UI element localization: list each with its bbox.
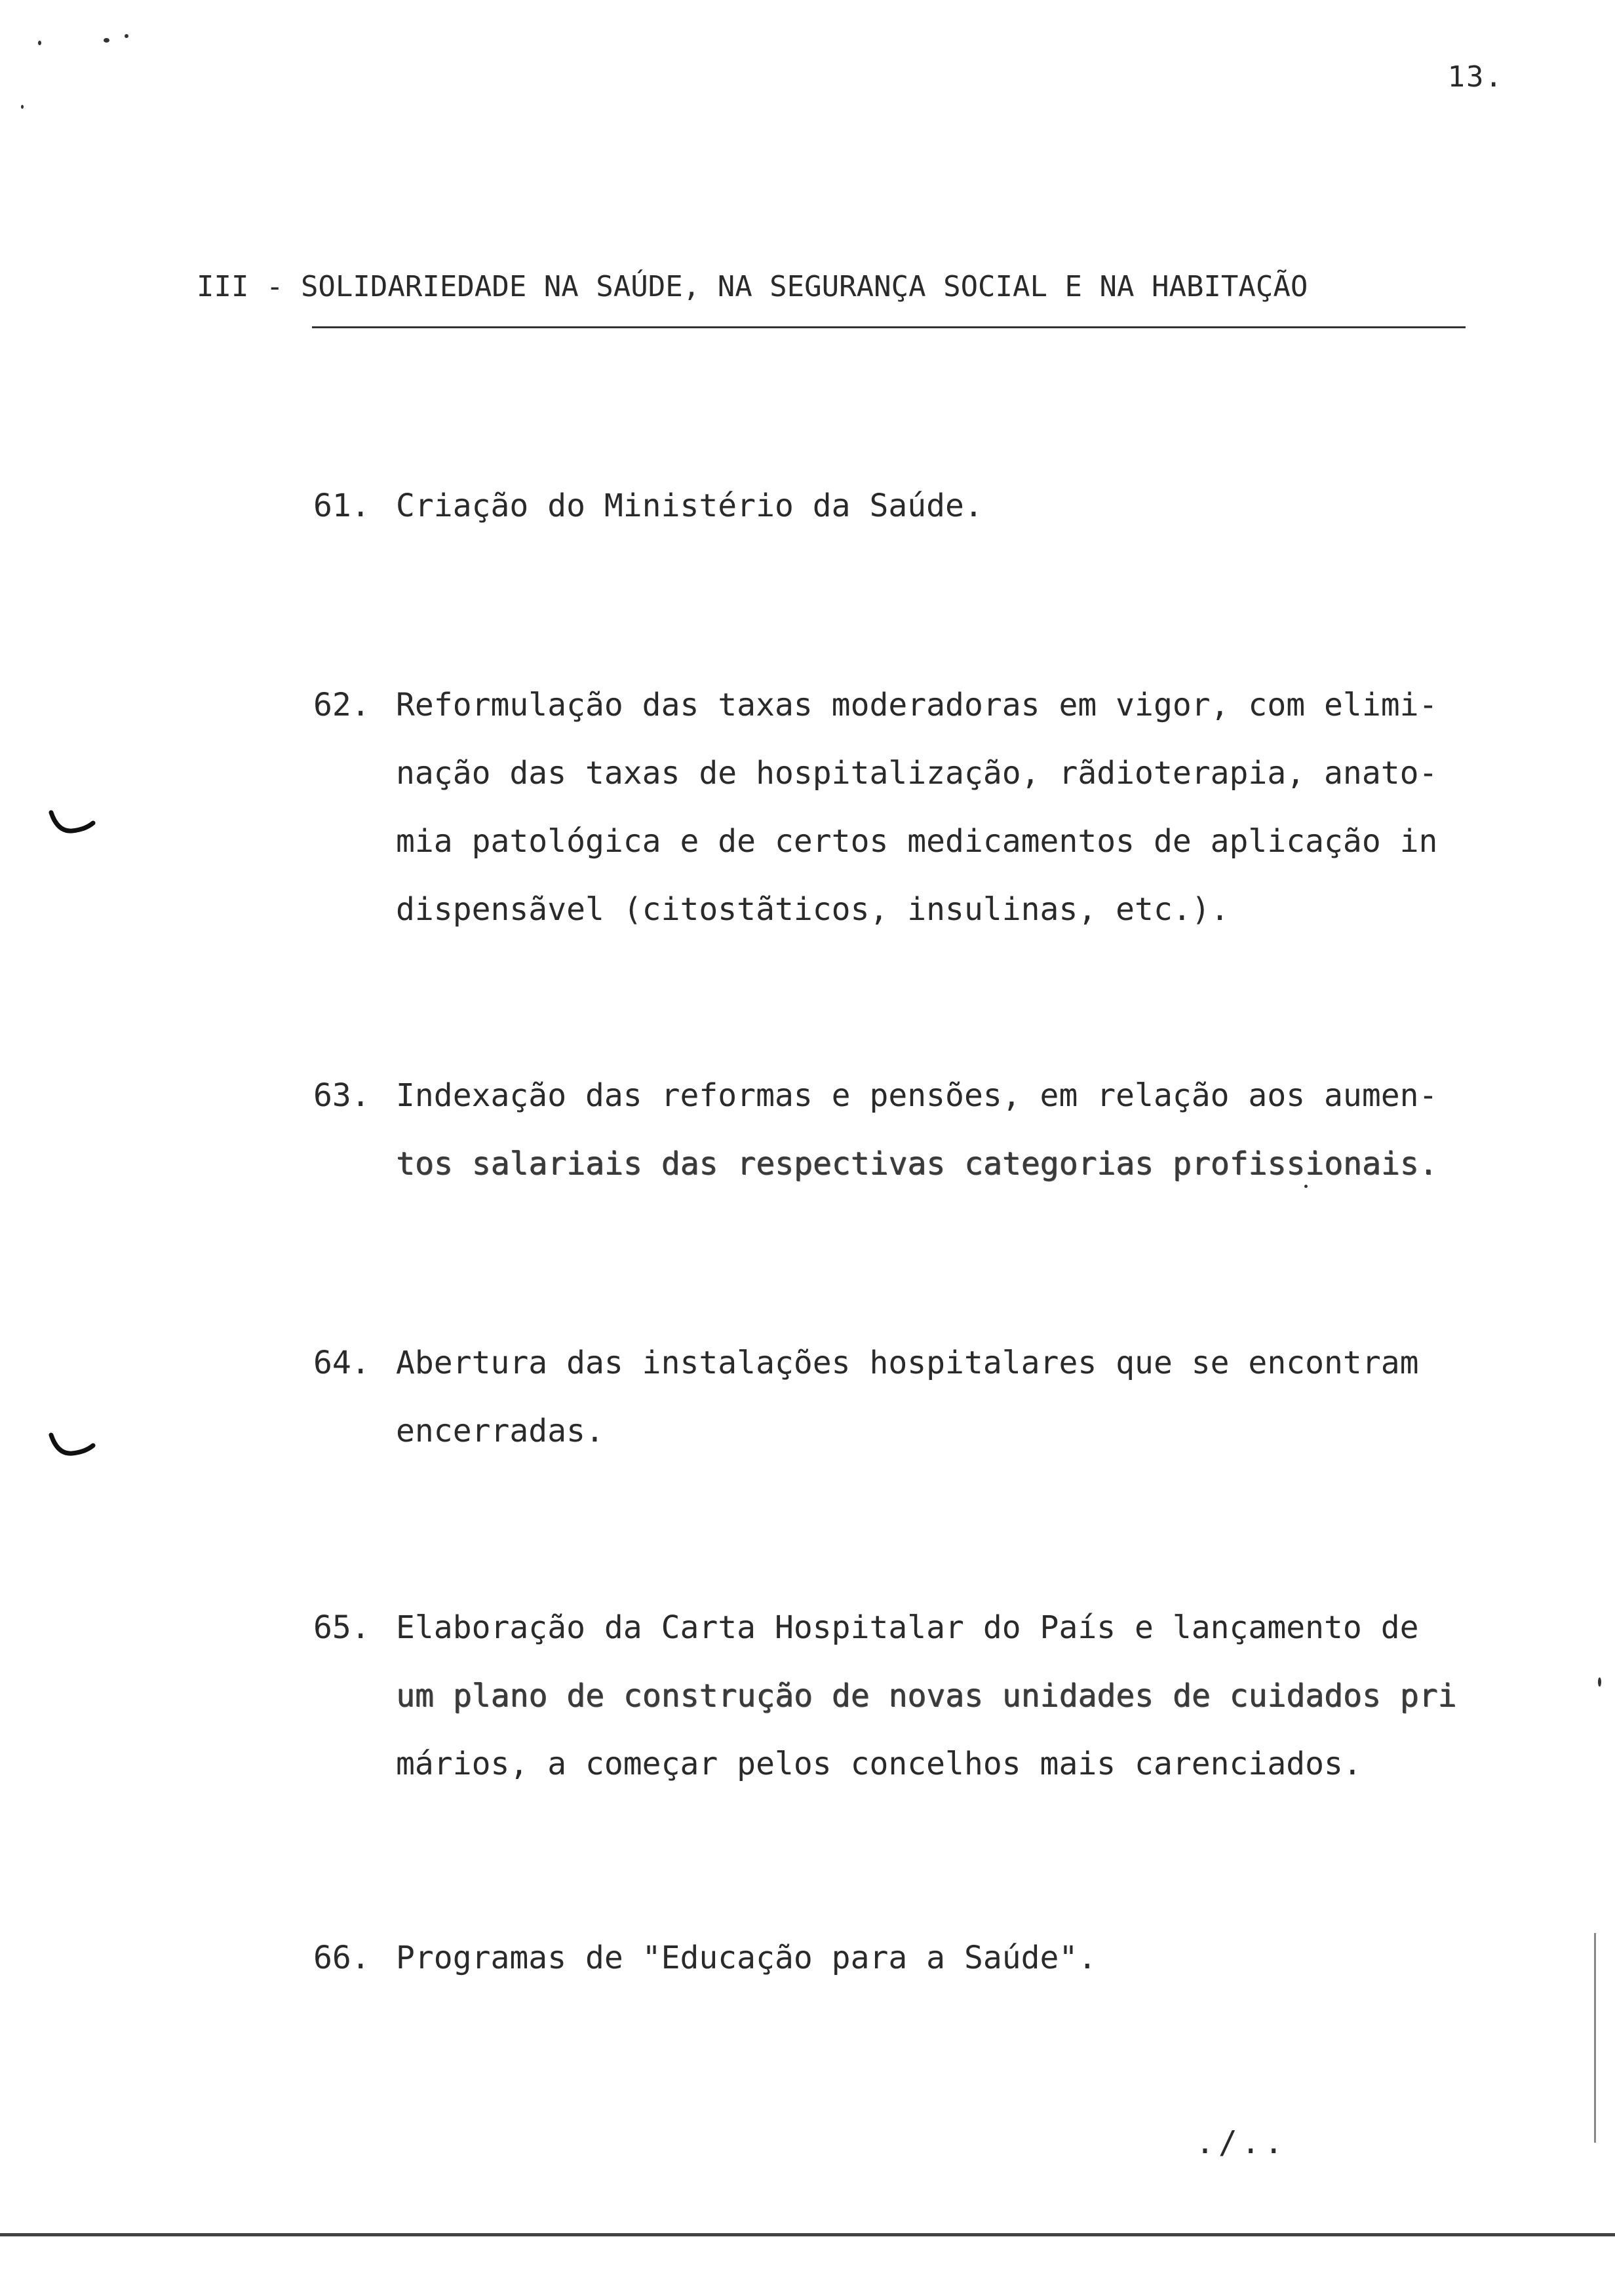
item-text: dispensãvel (citostãticos, insulinas, etc.). bbox=[396, 891, 1230, 928]
item-number: 64. bbox=[313, 1345, 370, 1381]
scan-speck bbox=[1304, 1185, 1308, 1188]
right-edge-line bbox=[1594, 1933, 1596, 2143]
list-item-66 bbox=[313, 1924, 1097, 1992]
list-item-64 bbox=[313, 1329, 1419, 1465]
item-text: Reformulação das taxas moderadoras em vigor, com elimi- bbox=[396, 687, 1438, 723]
item-text: Abertura das instalações hospitalares que se encontram bbox=[396, 1345, 1419, 1381]
scan-speck bbox=[21, 105, 24, 109]
item-number: 65. bbox=[313, 1609, 370, 1646]
item-text: mários, a começar pelos concelhos mais carenciados. bbox=[396, 1746, 1362, 1782]
item-text: um plano de construção de novas unidades de cuidados pri bbox=[396, 1677, 1457, 1714]
list-item-61 bbox=[313, 472, 983, 540]
heading-underline bbox=[312, 326, 1466, 328]
page-number: 13. bbox=[1447, 60, 1504, 94]
item-text: encerradas. bbox=[396, 1413, 604, 1449]
bottom-edge-line bbox=[0, 2233, 1615, 2236]
item-number: 63. bbox=[313, 1077, 370, 1114]
section-heading: III - SOLIDARIEDADE NA SAÚDE, NA SEGURANÇA SOCIAL E NA HABITAÇÃO bbox=[197, 270, 1308, 303]
item-text: Programas de "Educação para a Saúde". bbox=[396, 1940, 1097, 1976]
item-text: mia patológica e de certos medicamentos de aplicação in bbox=[396, 823, 1438, 860]
item-text: nação das taxas de hospitalização, rãdioterapia, anato- bbox=[396, 755, 1438, 792]
item-text: Elaboração da Carta Hospitalar do País e lançamento de bbox=[396, 1609, 1419, 1646]
item-number: 62. bbox=[313, 687, 370, 723]
item-number: 61. bbox=[313, 488, 370, 524]
scan-speck bbox=[38, 41, 41, 45]
scan-speck bbox=[125, 34, 128, 38]
list-item-65 bbox=[313, 1594, 1456, 1798]
check-mark-icon bbox=[46, 1428, 98, 1468]
item-text: tos salariais das respectivas categorias profissionais. bbox=[396, 1145, 1438, 1182]
scan-speck bbox=[1598, 1677, 1601, 1687]
scan-speck bbox=[104, 38, 109, 43]
list-item-62 bbox=[313, 671, 1437, 944]
item-number: 66. bbox=[313, 1940, 370, 1976]
continuation-mark: ./.. bbox=[1196, 2124, 1287, 2161]
item-text: Indexação das reformas e pensões, em relação aos aumen- bbox=[396, 1077, 1438, 1114]
item-text: Criação do Ministério da Saúde. bbox=[396, 488, 983, 524]
check-mark-icon bbox=[46, 806, 98, 845]
list-item-63 bbox=[313, 1062, 1437, 1198]
